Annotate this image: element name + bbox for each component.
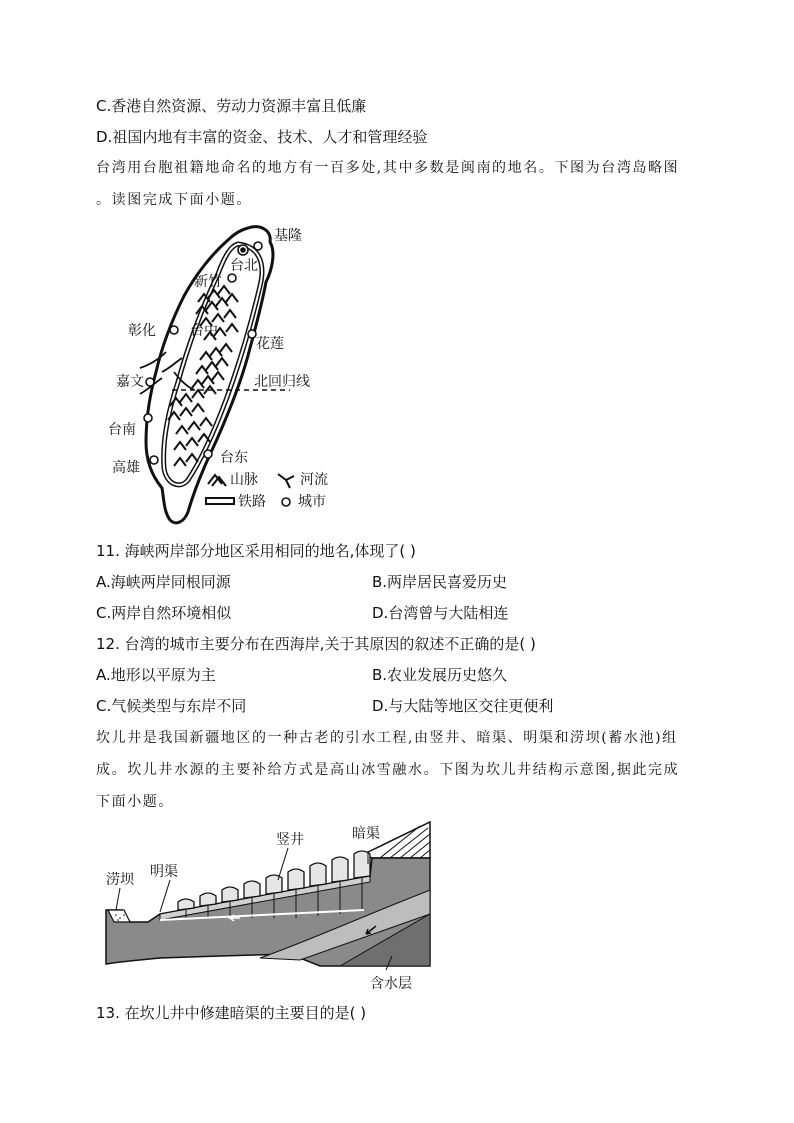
q11-option-d[interactable]: D.台湾曾与大陆相连 bbox=[372, 604, 509, 622]
q11-option-c[interactable]: C.两岸自然环境相似 bbox=[96, 604, 232, 622]
label-shaft: 竖井 bbox=[276, 832, 304, 848]
q13-stem: 13. 在坎儿井中修建暗渠的主要目的是( ) bbox=[96, 1004, 367, 1022]
legend-railway: 铁路 bbox=[238, 494, 266, 510]
q12-option-d[interactable]: D.与大陆等地区交往更便利 bbox=[372, 697, 554, 715]
q12-option-b[interactable]: B.农业发展历史悠久 bbox=[372, 666, 508, 684]
label-aquifer: 含水层 bbox=[370, 976, 412, 992]
passage-karez-line2: 成。坎儿井水源的主要补给方式是高山冰雪融水。下图为坎儿井结构示意图,据此完成 bbox=[96, 762, 680, 778]
passage-taiwan-line2: 。读图完成下面小题。 bbox=[96, 192, 252, 208]
label-pond: 涝坝 bbox=[106, 872, 134, 888]
label-changhua: 彰化 bbox=[128, 323, 156, 339]
taiwan-map-figure bbox=[100, 222, 360, 530]
legend-mountain: 山脉 bbox=[230, 472, 258, 488]
option-d-prev: D.祖国内地有丰富的资金、技术、人才和管理经验 bbox=[96, 128, 428, 146]
label-keelung: 基隆 bbox=[274, 228, 302, 244]
label-tropic: 北回归线 bbox=[254, 374, 310, 390]
karez-diagram-figure bbox=[100, 818, 440, 996]
label-taichung: 台中 bbox=[190, 323, 218, 339]
label-taipei: 台北 bbox=[230, 258, 258, 274]
q12-option-c[interactable]: C.气候类型与东岸不同 bbox=[96, 697, 247, 715]
label-open-channel: 明渠 bbox=[150, 864, 178, 880]
passage-taiwan-line1: 台湾用台胞祖籍地命名的地方有一百多处,其中多数是闽南的地名。下图为台湾岛略图 bbox=[96, 160, 680, 176]
label-dark-channel: 暗渠 bbox=[352, 826, 380, 842]
label-hualien: 花莲 bbox=[256, 336, 284, 352]
passage-karez-line3: 下面小题。 bbox=[96, 794, 174, 810]
q11-stem: 11. 海峡两岸部分地区采用相同的地名,体现了( ) bbox=[96, 542, 416, 560]
q11-option-a[interactable]: A.海峡两岸同根同源 bbox=[96, 573, 231, 591]
label-hsinchu: 新竹 bbox=[194, 274, 222, 290]
legend-river: 河流 bbox=[300, 472, 328, 488]
q11-option-b[interactable]: B.两岸居民喜爱历史 bbox=[372, 573, 508, 591]
passage-karez-line1: 坎儿井是我国新疆地区的一种古老的引水工程,由竖井、暗渠、明渠和涝坝(蓄水池)组 bbox=[96, 730, 678, 746]
label-tainan: 台南 bbox=[108, 422, 136, 438]
legend-city: 城市 bbox=[298, 494, 326, 510]
label-chiayi: 嘉文 bbox=[116, 374, 144, 390]
q12-stem: 12. 台湾的城市主要分布在西海岸,关于其原因的叙述不正确的是( ) bbox=[96, 635, 536, 653]
label-kaohsiung: 高雄 bbox=[112, 460, 140, 476]
legend bbox=[206, 471, 328, 510]
label-taitung: 台东 bbox=[220, 450, 248, 466]
option-c-prev: C.香港自然资源、劳动力资源丰富且低廉 bbox=[96, 97, 367, 115]
q12-option-a[interactable]: A.地形以平原为主 bbox=[96, 666, 216, 684]
